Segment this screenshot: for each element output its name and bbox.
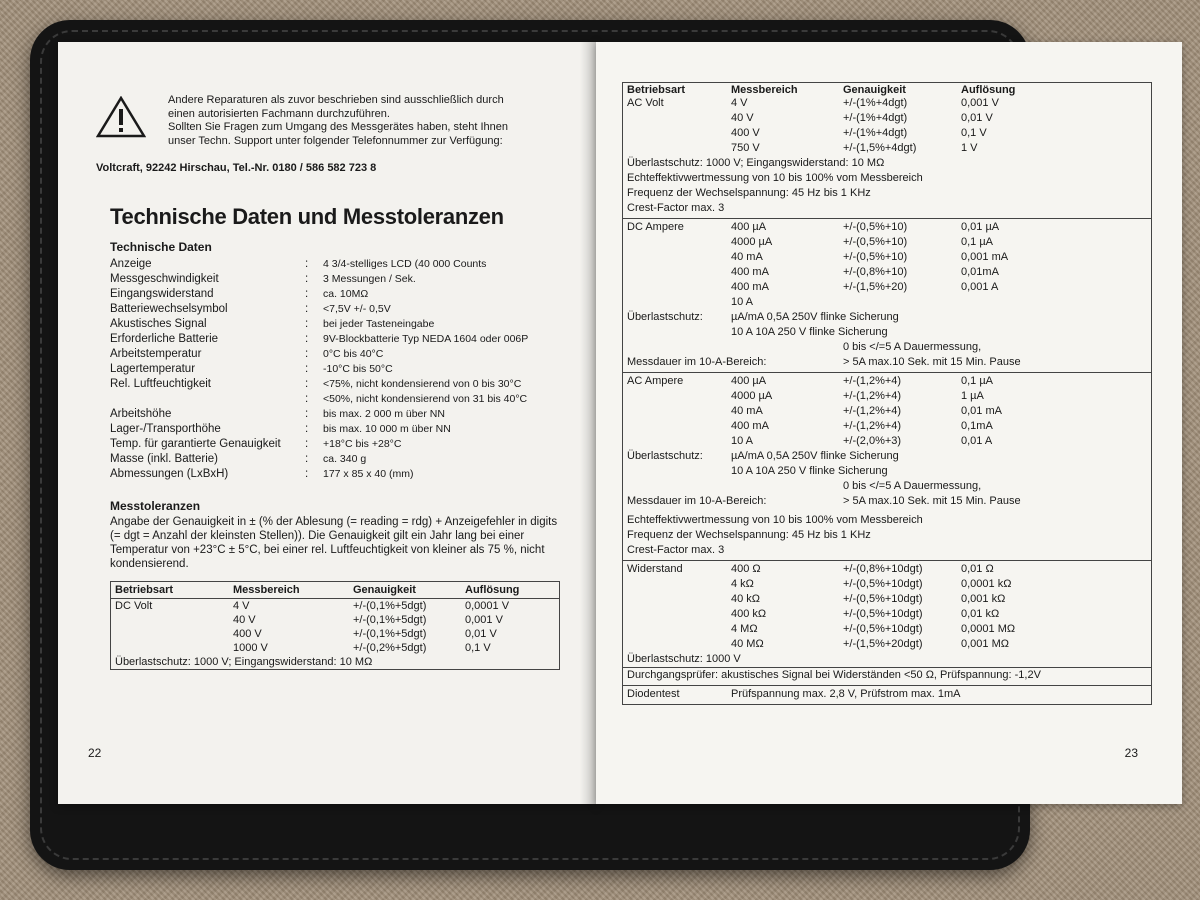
table-row: 4000 µA +/-(0,5%+10) 0,1 µA [731, 236, 994, 248]
spec-row: Messgeschwindigkeit : 3 Messungen / Sek. [110, 272, 416, 285]
table-row: 4 MΩ +/-(0,5%+10dgt) 0,0001 MΩ [731, 623, 1016, 635]
duration-block: 0 bis </=5 A Dauermessung, [843, 480, 982, 492]
duration-block: 0 bis </=5 A Dauermessung, [843, 341, 982, 353]
table-row: 400 V +/-(1%+4dgt) 0,1 V [731, 127, 987, 139]
table-row: Widerstand 400 Ω +/-(0,8%+10dgt) 0,01 Ω [627, 563, 994, 575]
ac-volt-section [623, 83, 1151, 219]
table-row: 40 V +/-(1%+4dgt) 0,01 V [731, 112, 993, 124]
table-row: 40 MΩ +/-(1,5%+20dgt) 0,001 MΩ [731, 638, 1009, 650]
table-row: 40 V +/-(0,1%+5dgt) 0,001 V [233, 614, 503, 626]
diodentest-section [623, 686, 1151, 704]
table-row: 400 mA +/-(1,2%+4) 0,1mA [731, 420, 993, 432]
duration-block: Messdauer im 10-A-Bereich: > 5A max.10 Sek. mit 15 Min. Pause [627, 356, 1021, 368]
left-page [58, 42, 596, 804]
table-note: Echteffektivwertmessung von 10 bis 100% vom Messbereich [627, 514, 923, 526]
table-note: Echteffektivwertmessung von 10 bis 100% vom Messbereich [627, 172, 923, 184]
spec-row: Eingangswiderstand : ca. 10MΩ [110, 287, 369, 300]
page-number: 23 [1124, 746, 1138, 760]
table-row: DC Volt 4 V +/-(0,1%+5dgt) 0,0001 V [115, 600, 510, 612]
table-note: Überlastschutz: 1000 V; Eingangswiderstand: 10 MΩ [115, 656, 373, 668]
page-title: Technische Daten und Messtoleranzen [110, 204, 504, 229]
table-row: Diodentest Prüfspannung max. 2,8 V, Prüfstrom max. 1mA [627, 688, 961, 700]
specs-table [110, 256, 528, 481]
spec-row: Erforderliche Batterie : 9V-Blockbatterie Typ NEDA 1604 oder 006P [110, 332, 529, 345]
table-row: 40 kΩ +/-(0,5%+10dgt) 0,001 kΩ [731, 593, 1006, 605]
spec-row: Temp. für garantierte Genauigkeit : +18°C bis +28°C [110, 437, 402, 450]
warning-line: unser Techn. Support unter folgender Telefonnummer zur Verfügung: [168, 134, 503, 147]
spec-row: Batteriewechselsymbol : <7,5V +/- 0,5V [110, 302, 391, 315]
spec-row: Arbeitstemperatur : 0°C bis 40°C [110, 347, 384, 360]
table-row: 750 V +/-(1,5%+4dgt) 1 V [731, 142, 978, 154]
spec-row: Abmessungen (LxBxH) : 177 x 85 x 40 (mm) [110, 467, 414, 480]
warning-line: Andere Reparaturen als zuvor beschrieben sind ausschließlich durch [168, 94, 504, 106]
table-row: AC Volt 4 V +/-(1%+4dgt) 0,001 V [627, 97, 999, 109]
table-header: Betriebsart Messbereich Genauigkeit Auflösung [627, 84, 1016, 96]
table-row: 400 V +/-(0,1%+5dgt) 0,01 V [233, 628, 497, 640]
spec-table-right [622, 82, 1152, 705]
widerstand-section [623, 561, 1151, 686]
table-row: 40 mA +/-(0,5%+10) 0,001 mA [731, 251, 1009, 263]
tolerances-text: Angabe der Genauigkeit in ± (% der Ablesung (= reading = rdg) + Anzeigefehler in digits (= dgt = Anzahl der kleinsten Stellen)). Die Genauigkeit gilt ein Jahr lang bei einer Temperatur von +23°C ± 5°C, bei einer rel. Luftfeuchtigkeit von kleiner als 75 %, nicht kondensierend. [110, 516, 558, 570]
spec-row: Masse (inkl. Batterie) : ca. 340 g [110, 452, 367, 465]
spec-row: Lagertemperatur : -10°C bis 50°C [110, 362, 393, 375]
spec-row: Rel. Luftfeuchtigkeit : <75%, nicht kondensierend von 0 bis 30°C [110, 377, 522, 390]
spec-row: Lager-/Transporthöhe : bis max. 10 000 m über NN [110, 422, 451, 435]
dc-volt-table [110, 581, 560, 670]
table-row: 10 A [731, 296, 754, 308]
tolerances-heading: Messtoleranzen [110, 499, 201, 513]
spec-row: Akustisches Signal : bei jeder Tasteneingabe [110, 317, 435, 330]
contact-line: Voltcraft, 92242 Hirschau, Tel.-Nr. 0180 / 586 582 723 8 [96, 162, 377, 174]
warning-triangle-icon [96, 96, 146, 138]
warning-note [96, 94, 560, 148]
page-number: 22 [88, 746, 102, 760]
table-row: 1000 V +/-(0,2%+5dgt) 0,1 V [233, 642, 491, 654]
protection-block: Überlastschutz: µA/mA 0,5A 250V flinke Sicherung [627, 450, 899, 462]
warning-line: einen autorisierten Fachmann durchzuführen. [168, 107, 390, 120]
table-row: AC Ampere 400 µA +/-(1,2%+4) 0,1 µA [627, 375, 994, 387]
warning-line: Sollten Sie Fragen zum Umgang des Messgerätes haben, steht Ihnen [168, 121, 508, 133]
table-note: Crest-Factor max. 3 [627, 202, 725, 214]
table-row: 400 mA +/-(1,5%+20) 0,001 A [731, 281, 999, 293]
table-row: 10 A +/-(2,0%+3) 0,01 A [731, 435, 993, 447]
table-row: DC Ampere 400 µA +/-(0,5%+10) 0,01 µA [627, 221, 1000, 233]
ac-ampere-section [623, 373, 1151, 561]
table-row: 40 mA +/-(1,2%+4) 0,01 mA [731, 405, 1002, 417]
right-page [596, 42, 1182, 804]
table-note: Frequenz der Wechselspannung: 45 Hz bis 1 KHz [627, 529, 871, 541]
table-row: 4000 µA +/-(1,2%+4) 1 µA [731, 390, 984, 402]
protection-block: 10 A 10A 250 V flinke Sicherung [731, 465, 888, 477]
protection-block: 10 A 10A 250 V flinke Sicherung [731, 326, 888, 338]
table-note: Crest-Factor max. 3 [627, 544, 725, 556]
table-header: Betriebsart Messbereich Genauigkeit Auflösung [111, 582, 559, 599]
table-row: 4 kΩ +/-(0,5%+10dgt) 0,0001 kΩ [731, 578, 1012, 590]
protection-block: Überlastschutz: µA/mA 0,5A 250V flinke Sicherung [627, 311, 899, 323]
table-note: Frequenz der Wechselspannung: 45 Hz bis 1 KHz [627, 187, 871, 199]
table-row: 400 kΩ +/-(0,5%+10dgt) 0,01 kΩ [731, 608, 1000, 620]
dc-ampere-section [623, 219, 1151, 373]
duration-block: Messdauer im 10-A-Bereich: > 5A max.10 Sek. mit 15 Min. Pause [627, 495, 1021, 507]
spec-row: Arbeitshöhe : bis max. 2 000 m über NN [110, 407, 445, 420]
table-row: 400 mA +/-(0,8%+10) 0,01mA [731, 266, 999, 278]
warning-text [168, 94, 560, 148]
table-note: Überlastschutz: 1000 V; Eingangswiderstand: 10 MΩ [627, 157, 885, 169]
table-note: Überlastschutz: 1000 V [627, 653, 741, 665]
spec-row: Anzeige : 4 3/4-stelliges LCD (40 000 Counts [110, 257, 487, 270]
table-note: Durchgangsprüfer: akustisches Signal bei Widerständen <50 Ω, Prüfspannung: -1,2V [623, 667, 1151, 683]
specs-heading: Technische Daten [110, 240, 212, 254]
spec-row: : <50%, nicht kondensierend von 31 bis 40°C [305, 392, 528, 405]
